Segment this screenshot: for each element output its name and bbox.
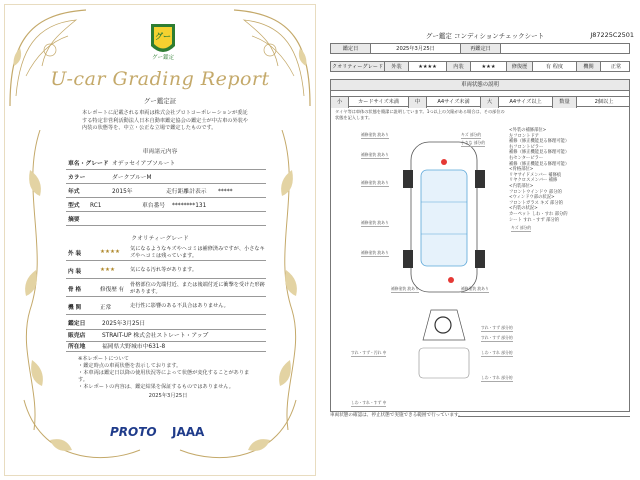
quality-stars: ★★★★ — [100, 249, 121, 255]
info-line: <内装の状況> — [509, 206, 538, 212]
grid-cell: ★★★ — [471, 62, 507, 71]
grid-cell: A4サイズ以上 — [499, 97, 553, 108]
grid-cell: 修復歴 — [507, 62, 533, 71]
size-legend-row — [331, 96, 629, 107]
quality-text: 気になる汚れ等があります。 — [130, 267, 198, 273]
damage-callout: 小さな 部分的 — [461, 140, 485, 145]
info-line: 補修（修正機能見る修理可能） — [509, 139, 570, 145]
certificate-description: 本レポートに記載される車両は株式会社プロトコーポレーションが委託する特定非営利活動法人日本自動車鑑定協会の鑑定士が中古車の外装や内装の状態等を、中立・公正な立場で鑑定したものです。 — [82, 110, 249, 132]
address-row — [66, 342, 266, 352]
vehicle-name-row — [66, 158, 266, 170]
quality-text: 気になるようなキズやヘコミは補修済みですが、小さなキズやヘコミは残っています。 — [130, 246, 265, 259]
grid-cell: 有 程度 — [533, 62, 577, 71]
quality-stars: ★★★ — [100, 267, 116, 273]
quality-row-engine — [66, 298, 266, 315]
goo-appraisal-badge-icon — [148, 22, 178, 62]
quality-section-title: クオリティーグレード — [131, 236, 189, 242]
address-label: 所在地 — [68, 344, 86, 350]
dealer-value: STRAIT-UP 株式会社ストレート・アップ — [102, 333, 209, 339]
notes-heading: ※本レポートについて — [78, 356, 129, 362]
vehicle-mileage-value: ***** — [218, 189, 233, 195]
logo-row — [110, 424, 220, 440]
grid-cell: クオリティーグレード — [331, 64, 384, 70]
vehicle-year-value: 2015年 — [112, 189, 133, 195]
damage-callout: 補修塗装 波あり — [361, 132, 389, 137]
info-line: カーペット しわ・すれ 部分的 — [509, 211, 568, 217]
damage-callout: 補修塗装 波あり — [361, 220, 389, 225]
vehicle-model-row — [66, 200, 266, 212]
info-line: 補修（修正機能見る修理可能） — [509, 161, 570, 167]
inspection-date-value: 2025年3月25日 — [102, 321, 146, 327]
vehicle-vin-label: 車台番号 — [142, 203, 166, 209]
inspection-date-label: 鑑定日 — [68, 321, 86, 327]
badge-svg — [148, 22, 178, 62]
note-line: ・本レポートの内容は、鑑定結果を保証するものではありません。 — [78, 384, 234, 390]
footer-text: 車両状態の確認は、停止状態で実施できる範囲で行っています。 — [330, 413, 463, 418]
quality-label: 内 装 — [68, 269, 82, 275]
quality-grid — [330, 61, 630, 72]
grid-cell: 内装 — [447, 62, 471, 71]
grid-cell: 2025年3月25日 — [371, 44, 461, 53]
vehicle-model-label: 型式 — [68, 203, 80, 209]
grid-cell: 2個以上 — [594, 99, 614, 105]
grid-cell: 中 — [409, 97, 427, 108]
damage-callout: 補修塗装 波あり — [361, 180, 389, 185]
repair-info-panel — [509, 128, 627, 223]
grid-cell — [501, 44, 631, 53]
certificate-subtitle: グー鑑定証 — [143, 97, 177, 105]
info-line: リヤサイドメンバー 補修痕 — [509, 172, 562, 178]
date-grid — [330, 43, 630, 54]
quality-stars: 正常 — [100, 305, 112, 311]
certificate-heading: U-car Grading Report — [50, 68, 270, 90]
grid-cell: 数量 — [553, 97, 577, 108]
vehicle-remarks-label: 摘要 — [68, 217, 80, 223]
vehicle-section-title: 車両諸元内容 — [142, 149, 178, 155]
damage-callout: すれ・すず 部分的 — [481, 335, 513, 340]
quality-stars: 修復歴 有 — [100, 287, 125, 293]
sheet-title: グー鑑定 コンディションチェックシート — [425, 32, 545, 40]
damage-callout: しわ・すれ 部分的 — [481, 375, 513, 380]
grid-cell: 鑑定日 — [331, 44, 371, 53]
quality-text: 骨格部位の先端付近、または後端付近に衝撃を受けた形跡があります。 — [130, 282, 265, 295]
info-line: 右フロントピラー — [509, 144, 544, 150]
legend-note: タイヤ等は車体の状態を簡潔に説明しています。1つ以上の欠陥がある場合は、その部位の状態を記入します。 — [335, 109, 505, 120]
info-line: 左フロントドア — [509, 133, 539, 139]
damage-callout: しわ・すれ 部分的 — [481, 350, 513, 355]
damage-callout: すれ・すず・汚れ 中 — [351, 350, 387, 355]
quality-row-exterior — [66, 244, 266, 261]
damage-callout: キズ 部分的 — [461, 132, 482, 137]
ornament-svg — [262, 130, 312, 430]
quality-row-interior — [66, 262, 266, 279]
vehicle-color-row — [66, 172, 266, 184]
proto-logo: PROTO — [110, 425, 157, 439]
grid-cell: ★★★★ — [409, 62, 447, 71]
info-line: <外装の補修部位> — [509, 128, 547, 133]
vehicle-color-label: カラー — [68, 175, 86, 181]
left-side-ornament — [10, 130, 60, 430]
quality-row-frame — [66, 280, 266, 297]
address-value: 福岡県大野城市中631-8 — [102, 344, 166, 350]
vehicle-vin-value: ********131 — [172, 203, 207, 209]
diagram-title: 車両状態の説明 — [331, 80, 629, 91]
note-line: ・鑑定時点の車両状態を表示しております。 — [78, 363, 182, 369]
info-line: 右センターピラー — [509, 155, 544, 161]
sheet-document-number: J87225C2501 — [590, 31, 634, 39]
info-line: <骨格部位> — [509, 167, 534, 173]
grid-cell: 外装 — [385, 62, 409, 71]
vehicle-name-value: オデッセイアブソルート — [112, 161, 176, 167]
vehicle-model-value: RC1 — [90, 203, 102, 209]
svg-text:グー: グー — [155, 32, 171, 41]
vehicle-diagram — [330, 79, 630, 412]
grid-cell: 大 — [481, 97, 499, 108]
vehicle-mileage-label: 走行距離計表示 — [166, 189, 207, 195]
note-line: ・本車両は鑑定日以降の使用状況等によって状態が変化することがあります。 — [78, 370, 250, 383]
footer-line — [458, 416, 630, 417]
info-line: <ウィンドウ部の状況> — [509, 195, 555, 201]
damage-callout: 補修塗装 波あり — [361, 152, 389, 157]
grid-cell: 再鑑定日 — [461, 44, 501, 53]
jaaa-logo: JAAA — [172, 425, 205, 439]
info-line: シート すれ・すず 部分的 — [509, 217, 560, 223]
damage-callout: 補修塗装 波あり — [391, 286, 419, 291]
info-line: リヤクロスメンバー 補修 — [509, 178, 558, 184]
dealer-row — [66, 330, 266, 342]
damage-callout: すれ・すず 部分的 — [481, 325, 513, 330]
quality-label: 骨 格 — [68, 287, 82, 293]
issue-date: 2025年3月25日 — [148, 393, 188, 399]
vehicle-color-value: ダークブルーM — [112, 175, 152, 181]
grid-cell: 正常 — [610, 64, 622, 70]
vehicle-year-label: 年式 — [68, 189, 80, 195]
info-line: フロントガラス キズ 部分的 — [509, 200, 563, 206]
info-line: フロントウインドウ 部分的 — [509, 189, 562, 195]
grid-cell: A4サイズ未満 — [427, 97, 481, 108]
vehicle-remarks-row — [66, 214, 266, 226]
svg-text:グー鑑定: グー鑑定 — [151, 55, 175, 61]
right-side-ornament — [262, 130, 312, 430]
grid-cell: カードサイズ未満 — [349, 97, 409, 108]
damage-callout: 補修塗装 波あり — [361, 250, 389, 255]
info-line: <内装部位> — [509, 183, 534, 189]
grid-cell: 機関 — [577, 62, 601, 71]
quality-text: 走行性に影響のある不具合はありません。 — [130, 303, 229, 309]
quality-label: 機 関 — [68, 305, 82, 311]
vehicle-year-row — [66, 186, 266, 198]
quality-label: 外 装 — [68, 251, 82, 257]
damage-callout: 補修塗装 波あり — [461, 286, 489, 291]
vehicle-name-label: 車名・グレード — [68, 161, 109, 167]
certificate-notes — [78, 352, 258, 400]
inspection-date-row — [66, 318, 266, 330]
ornament-svg — [10, 130, 60, 430]
condition-check-sheet — [320, 0, 640, 480]
info-line: 補修（修正機能見る修理可能） — [509, 150, 570, 156]
grid-cell: 小 — [331, 97, 349, 108]
damage-callout: しわ・すれ・すず 中 — [351, 400, 387, 405]
damage-callout: キズ 部分的 — [511, 225, 532, 230]
dealer-label: 販売店 — [68, 333, 86, 339]
